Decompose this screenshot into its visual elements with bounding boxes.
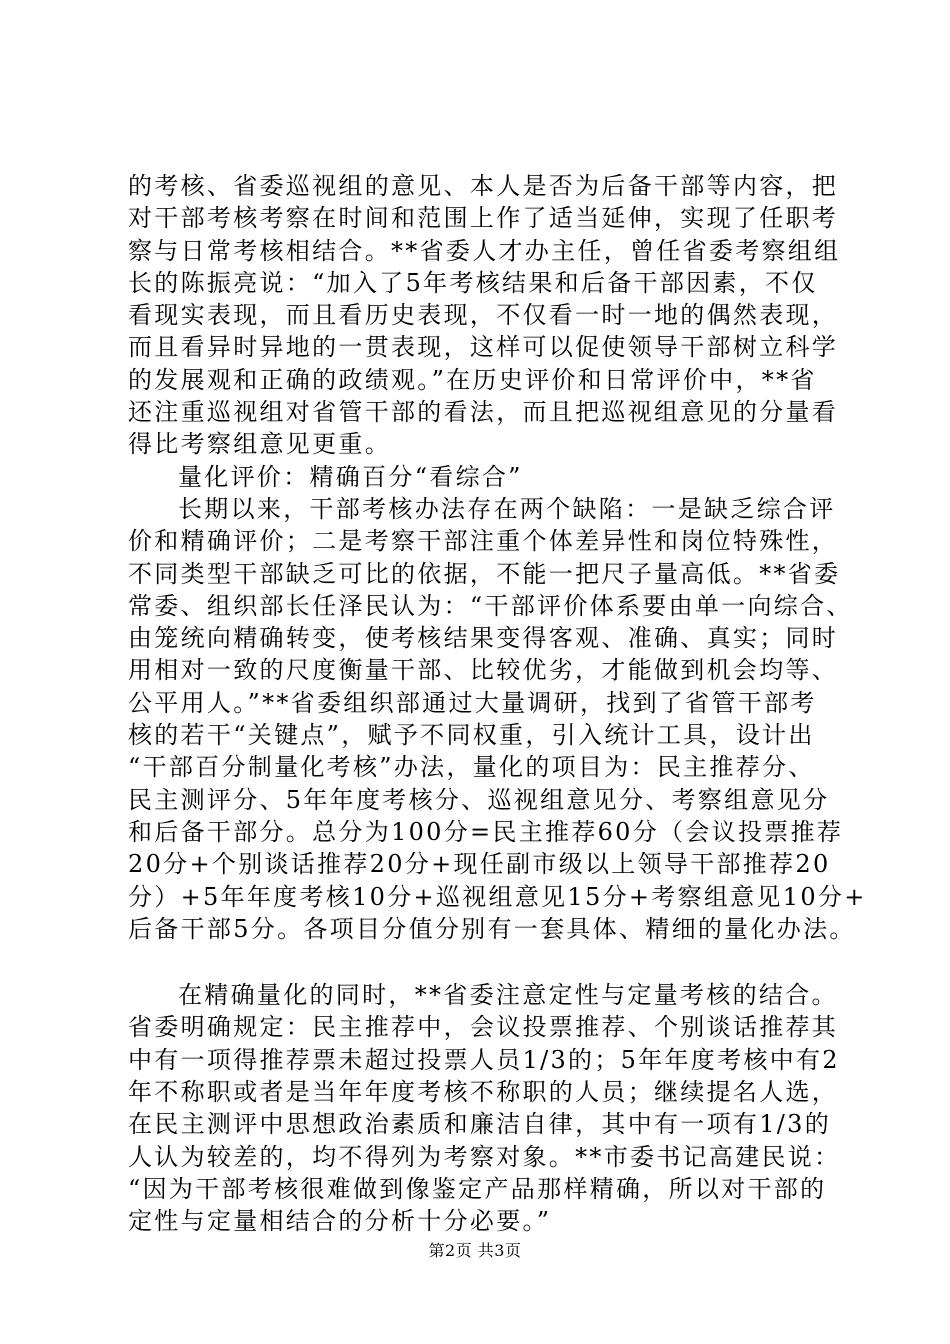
text-line: 年不称职或者是当年年度考核不称职的人员；继续提名人选， [128, 1078, 839, 1107]
text-line: 民主测评分、5年年度考核分、巡视组意见分、考察组意见分 [128, 785, 830, 814]
text-line: 得比考察组意见更重。 [128, 430, 391, 459]
text-line: “因为干部考核很难做到像鉴定产品那样精确，所以对干部的 [128, 1174, 827, 1203]
text-line: 察与日常考核相结合。**省委人才办主任，曾任省委考察组组 [128, 236, 841, 265]
text-line: 核的若干“关键点”，赋予不同权重，引入统计工具，设计出 [128, 721, 815, 750]
text-line: 不同类型干部缺乏可比的依据，不能一把尺子量高低。**省委 [128, 559, 841, 588]
text-line: 中有一项得推荐票未超过投票人员1/3的；5年年度考核中有2 [128, 1045, 840, 1074]
text-line: 20分+个别谈话推荐20分+现任副市级以上领导干部推荐20 [128, 850, 831, 879]
text-line: “干部百分制量化考核”办法，量化的项目为：民主推荐分、 [128, 753, 815, 782]
text-line: 而且看异时异地的一贯表现，这样可以促使领导干部树立科学 [128, 333, 839, 362]
body-text [128, 170, 867, 1238]
text-line: 的发展观和正确的政绩观。”在历史评价和日常评价中，**省 [128, 365, 817, 394]
text-line: 在精确量化的同时，**省委注意定性与定量考核的结合。 [178, 981, 838, 1010]
text-line: 分）+5年年度考核10分+巡视组意见15分+考察组意见10分+ [128, 882, 867, 911]
text-line: 在民主测评中思想政治素质和廉洁自律，其中有一项有1/3的 [128, 1110, 832, 1139]
text-line: 后备干部5分。各项目分值分别有一套具体、精细的量化办法。 [128, 914, 856, 943]
text-line: 长的陈振亮说：“加入了5年考核结果和后备干部因素，不仅 [128, 268, 818, 297]
text-line: 常委、组织部长任泽民认为：“干部评价体系要由单一向综合、 [128, 591, 853, 620]
text-line: 人认为较差的，均不得列为考察对象。**市委书记高建民说： [128, 1142, 841, 1171]
text-line: 省委明确规定：民主推荐中，会议投票推荐、个别谈话推荐其 [128, 1013, 839, 1042]
text-line: 用相对一致的尺度衡量干部、比较优劣，才能做到机会均等、 [128, 656, 839, 685]
text-line: 公平用人。”**省委组织部通过大量调研，找到了省管干部考 [128, 688, 817, 717]
section-heading: 量化评价：精确百分“看综合” [178, 462, 523, 491]
text-line: 定性与定量相结合的分析十分必要。” [128, 1207, 552, 1236]
text-line: 的考核、省委巡视组的意见、本人是否为后备干部等内容，把 [128, 172, 839, 200]
text-line: 还注重巡视组对省管干部的看法，而且把巡视组意见的分量看 [128, 398, 839, 427]
text-line: 看现实表现，而且看历史表现，不仅看一时一地的偶然表现， [128, 301, 839, 330]
text-line: 和后备干部分。总分为100分=民主推荐60分（会议投票推荐 [128, 817, 844, 846]
text-line: 价和精确评价；二是考察干部注重个体差异性和岗位特殊性， [128, 527, 839, 556]
page-number-label: 第2页 共3页 [428, 1241, 522, 1260]
text-line: 由笼统向精确转变，使考核结果变得客观、准确、真实；同时 [128, 624, 839, 653]
text-line: 长期以来，干部考核办法存在两个缺陷：一是缺乏综合评 [178, 494, 836, 523]
text-line: 对干部考核考察在时间和范围上作了适当延伸，实现了任职考 [128, 204, 839, 233]
page-footer [0, 1240, 950, 1262]
